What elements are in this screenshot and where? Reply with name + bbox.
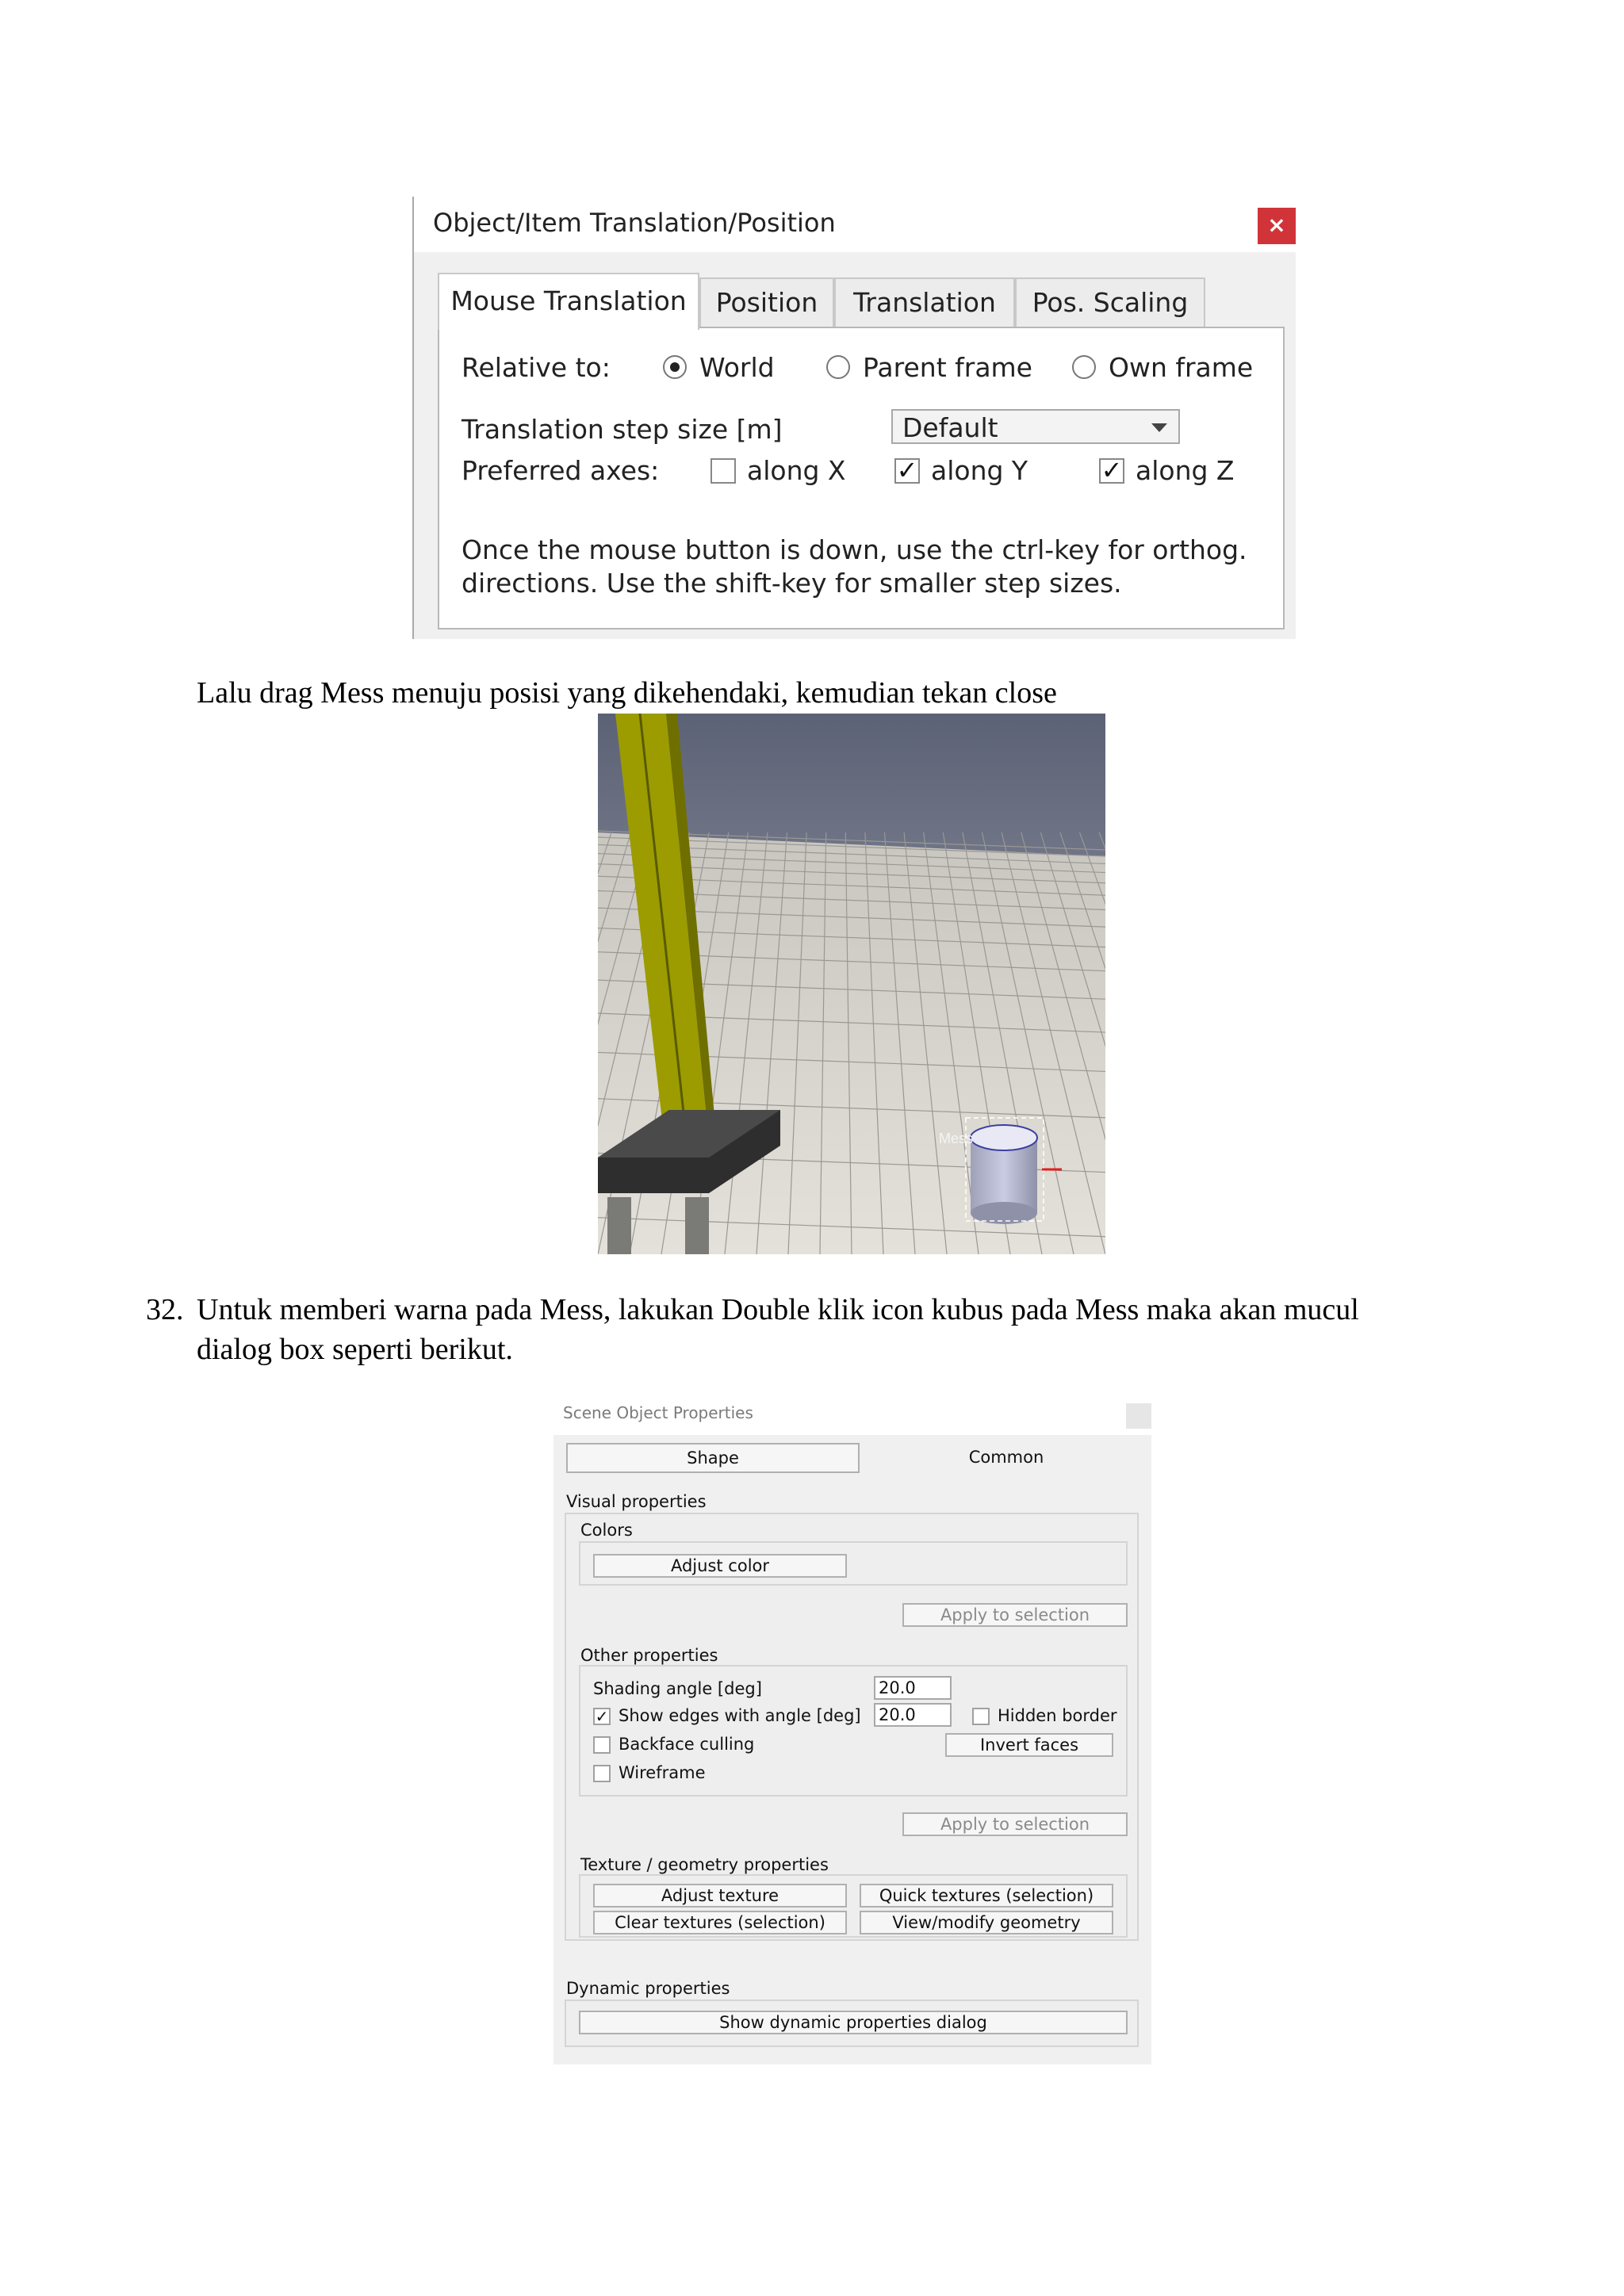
step-size-value: Default xyxy=(902,412,998,443)
step-text-line-1: Untuk memberi warna pada Mess, lakukan Double klik icon kubus pada Mess maka akan mucul xyxy=(197,1293,1359,1326)
quick-textures-button[interactable]: Quick textures (selection) xyxy=(860,1884,1113,1908)
show-edges-checkbox[interactable]: ✓ xyxy=(593,1708,611,1725)
hidden-border-label: Hidden border xyxy=(998,1706,1117,1725)
translation-dialog xyxy=(412,197,1296,639)
colors-label: Colors xyxy=(580,1521,633,1540)
mess-label: Mess xyxy=(939,1131,974,1146)
radio-own-frame[interactable] xyxy=(1072,355,1096,379)
step-size-dropdown[interactable] xyxy=(891,409,1180,444)
radio-parent-frame-label: Parent frame xyxy=(863,352,1032,383)
tab-pos-scaling[interactable]: Pos. Scaling xyxy=(1015,277,1205,327)
step-number: 32. xyxy=(146,1293,184,1326)
close-button[interactable] xyxy=(1126,1403,1151,1429)
dialog-title: Scene Object Properties xyxy=(563,1403,753,1422)
scene-drawing xyxy=(598,714,1105,1254)
dialog-titlebar xyxy=(414,197,1296,252)
dialog-title: Object/Item Translation/Position xyxy=(433,208,836,238)
step-size-label: Translation step size [m] xyxy=(462,414,783,445)
relative-to-label: Relative to: xyxy=(462,352,611,383)
tab-position[interactable]: Position xyxy=(699,277,834,327)
radio-world[interactable] xyxy=(663,355,687,379)
show-dynamic-properties-button[interactable]: Show dynamic properties dialog xyxy=(579,2011,1128,2034)
preferred-axes-label: Preferred axes: xyxy=(462,455,660,486)
backface-culling-label: Backface culling xyxy=(619,1735,755,1754)
apply-to-selection-button[interactable]: Apply to selection xyxy=(902,1603,1128,1627)
note-line-2: directions. Use the shift-key for smaller step sizes. xyxy=(462,568,1122,599)
dialog-titlebar xyxy=(553,1392,1151,1435)
tab-shape[interactable]: Shape xyxy=(566,1443,860,1473)
scene-viewport-image xyxy=(598,714,1105,1254)
adjust-color-button[interactable]: Adjust color xyxy=(593,1554,847,1578)
clear-textures-button[interactable]: Clear textures (selection) xyxy=(593,1911,847,1934)
scene-object-properties-dialog xyxy=(553,1392,1151,2064)
show-edges-label: Show edges with angle [deg] xyxy=(619,1706,861,1725)
apply-to-selection-button-2[interactable]: Apply to selection xyxy=(902,1812,1128,1836)
radio-own-frame-label: Own frame xyxy=(1109,352,1254,383)
checkbox-along-y[interactable]: ✓ xyxy=(894,458,920,484)
wireframe-label: Wireframe xyxy=(619,1763,706,1782)
shading-angle-label: Shading angle [deg] xyxy=(593,1679,762,1698)
visual-properties-label: Visual properties xyxy=(566,1492,707,1511)
other-properties-label: Other properties xyxy=(580,1646,718,1665)
instruction-drag-text: Lalu drag Mess menuju posisi yang dikehendaki, kemudian tekan close xyxy=(197,676,1057,710)
tab-mouse-translation[interactable]: Mouse Translation xyxy=(438,273,699,330)
radio-parent-frame[interactable] xyxy=(826,355,850,379)
texture-geometry-label: Texture / geometry properties xyxy=(580,1855,829,1874)
shading-angle-input[interactable]: 20.0 xyxy=(874,1676,952,1700)
radio-world-label: World xyxy=(699,352,775,383)
mouse-translation-panel xyxy=(438,327,1285,629)
tab-common[interactable]: Common xyxy=(968,1448,1044,1467)
view-modify-geometry-button[interactable]: View/modify geometry xyxy=(860,1911,1113,1934)
along-z-label: along Z xyxy=(1136,455,1235,486)
invert-faces-button[interactable]: Invert faces xyxy=(945,1733,1113,1757)
close-button[interactable]: × xyxy=(1258,208,1296,244)
dynamic-properties-label: Dynamic properties xyxy=(566,1979,730,1998)
chevron-down-icon xyxy=(1151,423,1167,432)
tab-translation[interactable]: Translation xyxy=(834,277,1015,327)
note-line-1: Once the mouse button is down, use the ctrl-key for orthog. xyxy=(462,534,1247,565)
checkbox-along-x[interactable] xyxy=(710,458,736,484)
backface-culling-checkbox[interactable] xyxy=(593,1736,611,1754)
adjust-texture-button[interactable]: Adjust texture xyxy=(593,1884,847,1908)
along-y-label: along Y xyxy=(931,455,1028,486)
checkbox-along-z[interactable]: ✓ xyxy=(1099,458,1124,484)
wireframe-checkbox[interactable] xyxy=(593,1765,611,1782)
hidden-border-checkbox[interactable] xyxy=(972,1708,990,1725)
along-x-label: along X xyxy=(747,455,846,486)
show-edges-angle-input[interactable]: 20.0 xyxy=(874,1703,952,1727)
step-text-line-2: dialog box seperti berikut. xyxy=(197,1333,513,1366)
